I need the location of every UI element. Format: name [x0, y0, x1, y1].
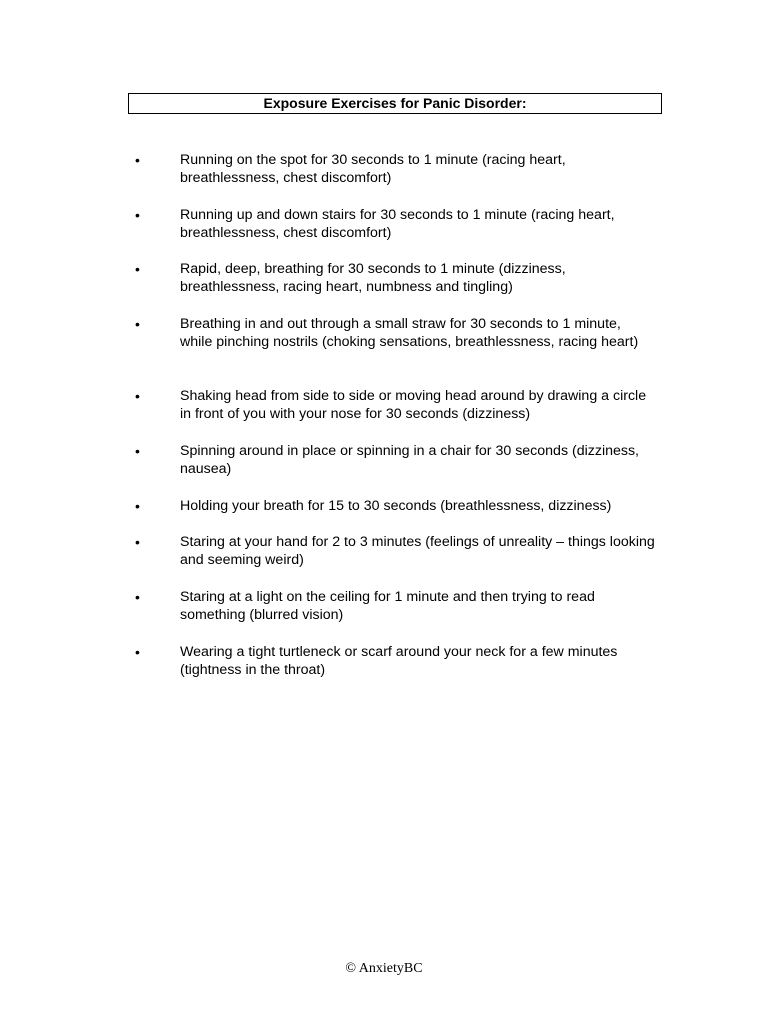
- bullet-icon: •: [135, 443, 140, 459]
- bullet-icon: •: [135, 152, 140, 168]
- bullet-icon: •: [135, 498, 140, 514]
- copyright-footer: © AnxietyBC: [345, 961, 423, 976]
- list-item-text: Wearing a tight turtleneck or scarf around your neck for a few minutes (tightness in the throat): [180, 644, 618, 678]
- list-item-text: Running up and down stairs for 30 seconds to 1 minute (racing heart, breathlessness, chest discomfort): [180, 207, 615, 241]
- list-item-text: Running on the spot for 30 seconds to 1 minute (racing heart, breathlessness, chest discomfort): [180, 152, 566, 186]
- list-item-text: Staring at your hand for 2 to 3 minutes (feelings of unreality – things looking and seeming weird): [180, 534, 655, 568]
- bullet-icon: •: [135, 388, 140, 404]
- bullet-icon: •: [135, 316, 140, 332]
- list-item-text: Shaking head from side to side or moving head around by drawing a circle in front of you with your nose for 30 seconds (dizziness): [180, 388, 647, 422]
- list-item-text: Rapid, deep, breathing for 30 seconds to 1 minute (dizziness, breathlessness, racing heart, numbness and tingling): [180, 261, 566, 295]
- bullet-icon: •: [135, 534, 140, 550]
- bullet-icon: •: [135, 589, 140, 605]
- bullet-icon: •: [135, 261, 140, 277]
- bullet-icon: •: [135, 644, 140, 660]
- document-title: Exposure Exercises for Panic Disorder:: [128, 93, 662, 114]
- list-item-text: Spinning around in place or spinning in a chair for 30 seconds (dizziness, nausea): [180, 443, 640, 477]
- list-item-text: Breathing in and out through a small straw for 30 seconds to 1 minute, while pinching nostrils (choking sensations, breathlessness, racing heart): [180, 316, 639, 350]
- list-item-text: Staring at a light on the ceiling for 1 minute and then trying to read something (blurred vision): [180, 589, 595, 623]
- list-item-text: Holding your breath for 15 to 30 seconds (breathlessness, dizziness): [180, 498, 612, 514]
- bullet-icon: •: [135, 207, 140, 223]
